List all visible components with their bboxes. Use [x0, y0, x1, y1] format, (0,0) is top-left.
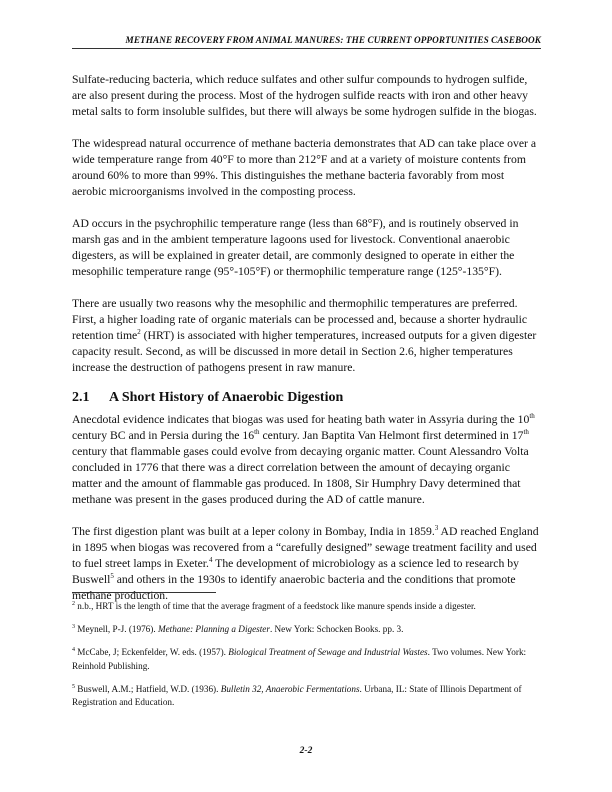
text-run: and others in the 1930s to identify anaerobic bacteria and the conditions that promote methane production.: [72, 573, 516, 602]
section-number: 2.1: [72, 390, 90, 405]
text-run: century that flammable gases could evolve from decaying organic matter. Count Alessandro Volta concluded in 1776 that there was a direct correlation between the amount of decaying organic matter and the amount of flammable gas produced. In 1808, Sir Humphry Davy determined that methane was present in the gases produced during the AD of cattle manure.: [72, 445, 529, 506]
text-run: century. Jan Baptita Van Helmont first determined in 17: [259, 429, 524, 442]
footnote-3: [72, 623, 540, 636]
superscript: th: [529, 412, 535, 421]
footnote-2: [72, 600, 540, 613]
footnote-text: Meynell, P-J. (1976).: [75, 624, 158, 635]
paragraph-two-reasons: [72, 296, 540, 376]
body-text: [72, 72, 540, 604]
footnotes: [72, 600, 540, 709]
paragraph-history-early: [72, 412, 540, 508]
paragraph-temperature-range: The widespread natural occurrence of methane bacteria demonstrates that AD can take place over a wide temperature range from 40°F to more than 212°F and at a variety of moisture contents from around 60% to more than 99%. This distinguishes the methane bacteria favorably from most aerobic microorganisms involved in the composting process.: [72, 137, 537, 198]
superscript: th: [254, 428, 260, 437]
footnote-4: [72, 646, 540, 672]
footnote-ref-4: 4: [208, 556, 213, 565]
superscript: th: [523, 428, 529, 437]
footnote-ref-5: 5: [110, 572, 114, 581]
page-number: 2-2: [299, 746, 313, 756]
footnote-number: 2: [72, 600, 75, 607]
section-heading: [72, 388, 540, 408]
text-run: The first digestion plant was built at a leper colony in Bombay, India in 1859.: [72, 525, 435, 538]
footnote-text: McCabe, J; Eckenfelder, W. eds. (1957).: [75, 647, 229, 658]
footnote-text: . Urbana, IL: State of Illinois Department of Registration and Education.: [72, 683, 522, 708]
paragraph-sulfate-bacteria: Sulfate-reducing bacteria, which reduce sulfates and other sulfur compounds to hydrogen sulfide, are also present during the process. Most of the hydrogen sulfide reacts with iron and other heavy metal salts to form insoluble sulfides, but there will always be some hydrogen sulfide in the biogas.: [72, 73, 537, 118]
footnote-text: . New York: Schocken Books. pp. 3.: [269, 624, 404, 635]
footnote-number: 5: [72, 683, 75, 690]
text-run: Anecdotal evidence indicates that biogas was used for heating bath water in Assyria during the 10: [72, 413, 530, 426]
footnote-5: [72, 683, 540, 709]
text-run: The development of microbiology as a science led to research by Buswell: [72, 557, 519, 586]
text-run: AD reached England in 1895 when biogas was recovered from a “carefully designed” sewage treatment facility and used to fuel street lamps in Exeter.: [72, 525, 539, 570]
footnote-text: Buswell, A.M.; Hatfield, W.D. (1936).: [75, 683, 221, 694]
footnote-rule: [72, 592, 216, 593]
footnote-citation-title: Biological Treatment of Sewage and Industrial Wastes: [228, 647, 428, 658]
header-rule: [72, 48, 541, 49]
footnote-text: n.b., HRT is the length of time that the average fragment of a feedstock like manure spends inside a digester.: [75, 601, 476, 611]
footnote-ref-3: 3: [434, 524, 439, 533]
text-run: century BC and in Persia during the 16: [72, 429, 255, 442]
text-run: (HRT) is associated with higher temperatures, increased outputs for a given digester capacity result. Second, as will be discussed in more detail in Section 2.6, higher temperatures increase the destruction of pathogens present in raw manure.: [72, 329, 537, 374]
running-header: METHANE RECOVERY FROM ANIMAL MANURES: THE CURRENT OPPORTUNITIES CASEBOOK: [125, 35, 541, 45]
section-title: A Short History of Anaerobic Digestion: [109, 390, 344, 405]
footnote-citation-title: Methane: Planning a Digester: [157, 624, 270, 635]
footnote-citation-title: Bulletin 32, Anaerobic Fermentations: [220, 683, 360, 694]
paragraph-psychrophilic: AD occurs in the psychrophilic temperature range (less than 68°F), and is routinely observed in marsh gas and in the ambient temperature lagoons used for livestock. Conventional anaerobic digesters, as will be explained in greater detail, are commonly designed to operate in either the mesophilic temperature range (95°-105°F) or thermophilic temperature range (125°-135°F).: [72, 217, 519, 278]
footnote-number: 3: [72, 624, 75, 631]
footnote-text: . Two volumes. New York: Reinhold Publishing.: [72, 647, 527, 671]
footnote-number: 4: [72, 647, 75, 654]
text-run: There are usually two reasons why the mesophilic and thermophilic temperatures are preferred. First, a higher loading rate of organic materials can be processed and, because a shorter hydraulic retention time: [72, 297, 528, 342]
footnote-ref-2: 2: [137, 328, 141, 337]
